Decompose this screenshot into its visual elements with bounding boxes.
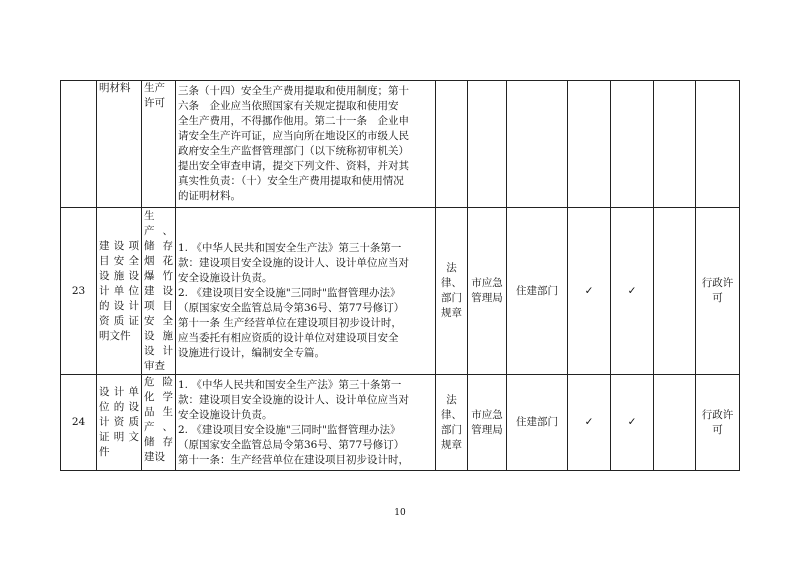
empty-cell [654,375,696,471]
material-name: 明材料 [97,81,142,208]
basis-line: 政府安全生产监督管理部门（以下统称初审机关） [178,145,409,157]
check-mark: ✓ [611,375,654,471]
basis-line: 1. 《中华人民共和国安全生产法》第三十条第一 [178,378,402,391]
page-number: 10 [394,508,406,518]
basis-source: 法律、部门规章 [436,375,468,471]
item-type: 行政许可 [696,208,740,375]
empty-cell [654,81,696,208]
basis-source: 法律、部门规章 [436,208,468,375]
basis-line: 应当委托有相应资质的设计单位对建设项目安全 [178,332,399,344]
basis-line: 2. 《建设项目安全设施"三同时"监督管理办法》 [178,287,401,299]
check-mark: ✓ [611,208,654,375]
check-mark [611,81,654,208]
basis-source [436,81,468,208]
basis-line: 款：建设项目安全设施的设计人、设计单位应当对 [178,257,409,269]
agency: 市应急管理局 [468,208,507,375]
table-row [61,208,740,375]
basis-line: （原国家安全监管总局令第36号、第77号修订） [178,438,405,451]
basis-line: 1. 《中华人民共和国安全生产法》第三十条第一 [178,242,402,254]
row-number: 24 [61,375,97,471]
agency [468,81,507,208]
sub-item: 危险化学品生产、储存建设 [142,375,176,471]
basis-line: 全生产费用，不得挪作他用。第二十一条 企业申 [178,115,409,127]
table-row [61,81,740,208]
item-type: 行政许可 [696,375,740,471]
check-mark: ✓ [568,375,611,471]
basis-line: 的证明材料。 [178,190,241,202]
basis-line: 第十一条：生产经营单位在建设项目初步设计时， [178,453,409,466]
material-name: 建设项目安全设施设计单位的设计资质证明文件 [97,208,142,375]
check-mark [568,81,611,208]
basis-line: 款：建设项目安全设施的设计人、设计单位应当对 [178,393,409,406]
issuing-dept: 住建部门 [507,208,568,375]
legal-basis [176,208,436,375]
basis-line: 三条（十四）安全生产费用提取和使用制度；第十 [178,85,409,97]
basis-line: 安全设施设计负责。 [178,272,273,284]
basis-line: 2. 《建设项目安全设施"三同时"监督管理办法》 [178,423,401,436]
basis-line: 真实性负责：（十）安全生产费用提取和使用情况 [178,175,404,187]
basis-line: 安全设施设计负责。 [178,408,273,421]
requirements-table [60,80,740,471]
empty-cell [654,208,696,375]
basis-line: （原国家安全监管总局令第36号、第77号修订） [178,302,405,314]
basis-line: 六条 企业应当依照国家有关规定提取和使用安 [178,100,399,112]
agency: 市应急管理局 [468,375,507,471]
basis-line: 第十一条 生产经营单位在建设项目初步设计时， [178,317,402,329]
basis-line: 提出安全审查申请，提交下列文件、资料，并对其 [178,160,409,172]
table-row [61,375,740,471]
issuing-dept: 住建部门 [507,375,568,471]
basis-line: 请安全生产许可证，应当向所在地设区的市级人民 [178,130,409,142]
material-name: 设计单位的设计资质证明文件 [97,375,142,471]
row-number: 23 [61,208,97,375]
sub-item: 生产 许可 [142,81,176,208]
legal-basis [176,81,436,208]
legal-basis [176,375,436,471]
basis-line: 设施进行设计，编制安全专篇。 [178,347,325,359]
check-mark: ✓ [568,208,611,375]
row-number [61,81,97,208]
sub-item: 生产、储存烟花爆竹建设项目安全设施设计审查 [142,208,176,375]
issuing-dept [507,81,568,208]
item-type [696,81,740,208]
